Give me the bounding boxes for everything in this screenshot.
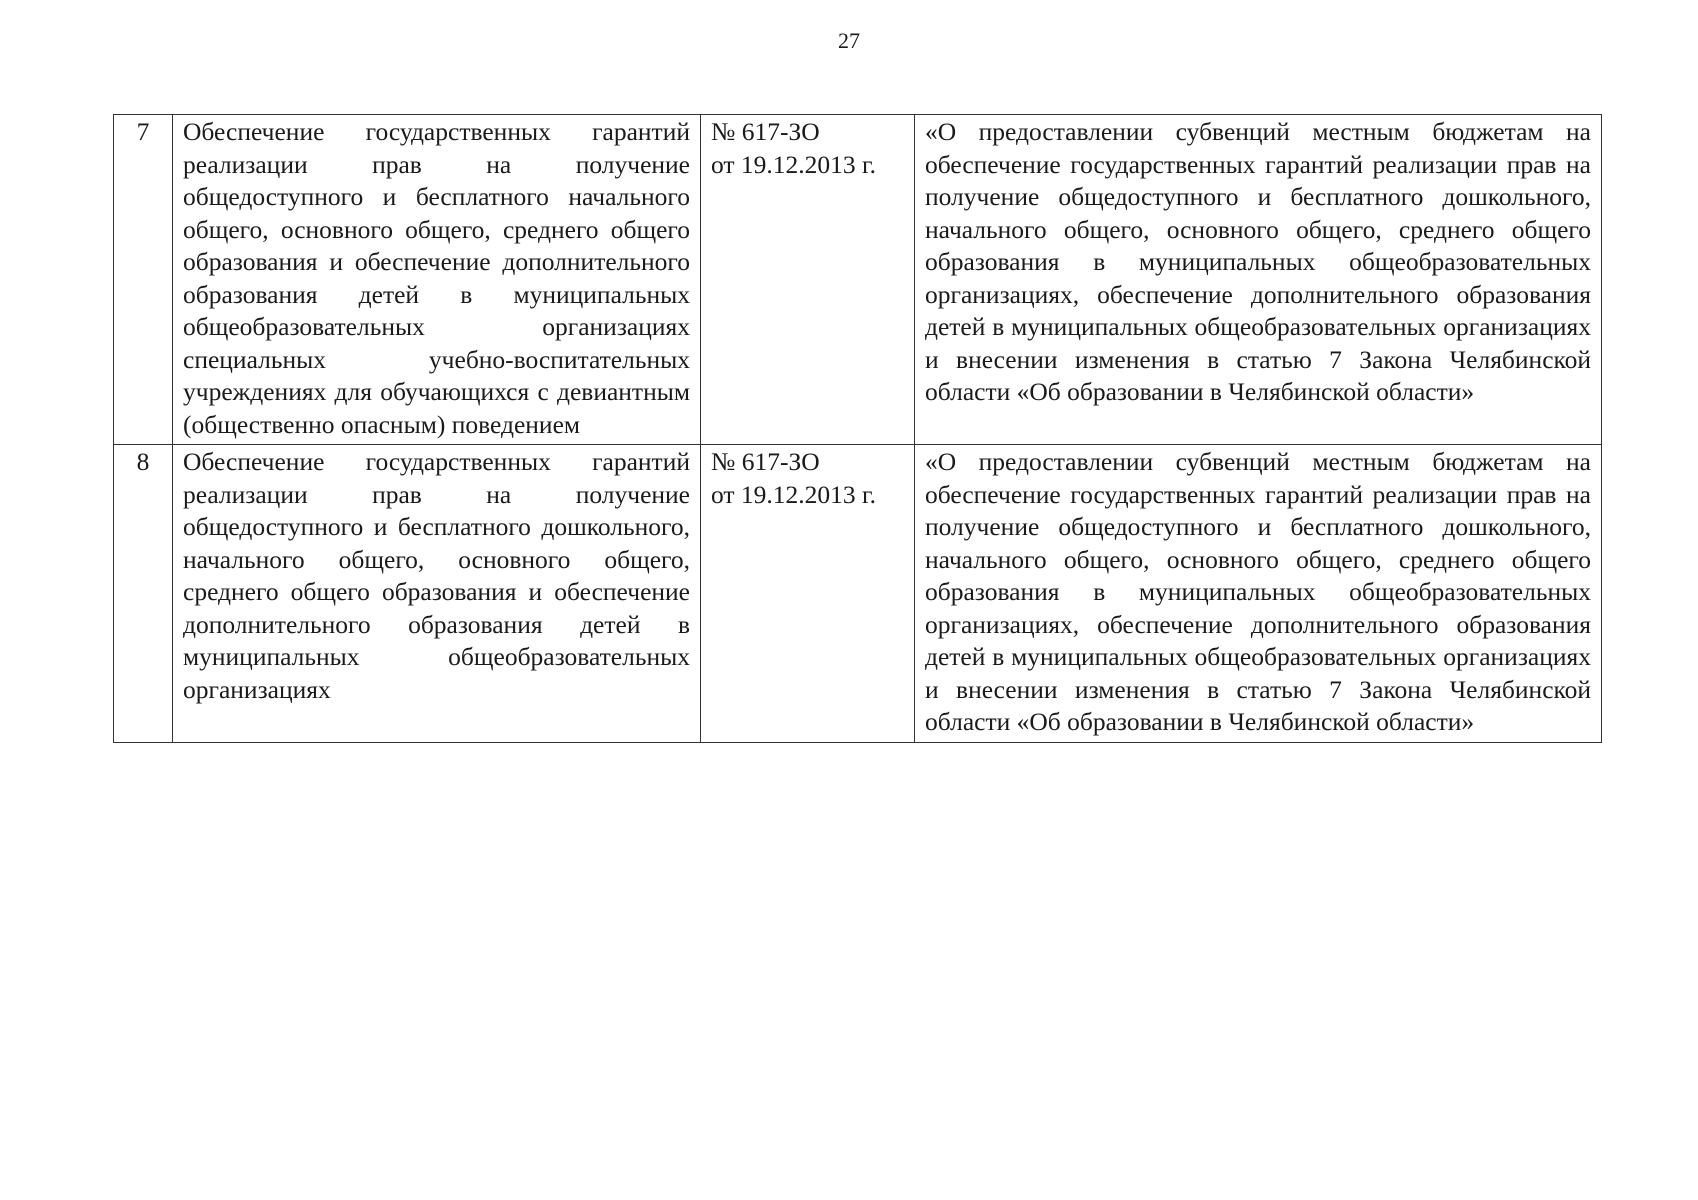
law-number: № 617-ЗО: [711, 447, 820, 476]
law-date: от 19.12.2013 г.: [711, 149, 877, 179]
page-number: 27: [838, 28, 860, 53]
law-title-cell: «О предоставлении субвенций местным бюджетам на обеспечение государственных гарантий реализации прав на получение общедоступного и бесплатного дошкольного, начального общего, основного общего, среднего общего образования в муниципальных общеобразовательных организациях, обеспечение дополнительного образования детей в муниципальных общеобразовательных организациях и внесении изменения в статью 7 Закона Челябинской области «Об образовании в Челябинской области»: [915, 115, 1602, 445]
table-row: [114, 115, 1602, 445]
law-number: № 617-ЗО: [711, 117, 820, 146]
law-reference-cell: [701, 445, 915, 743]
law-title-cell: «О предоставлении субвенций местным бюджетам на обеспечение государственных гарантий реализации прав на получение общедоступного и бесплатного дошкольного, начального общего, основного общего, среднего общего образования в муниципальных общеобразовательных организациях, обеспечение дополнительного образования детей в муниципальных общеобразовательных организациях и внесении изменения в статью 7 Закона Челябинской области «Об образовании в Челябинской области»: [915, 445, 1602, 743]
law-date: от 19.12.2013 г.: [711, 479, 877, 509]
row-number-cell: 8: [114, 445, 173, 743]
law-reference-cell: [701, 115, 915, 445]
table-row: [114, 445, 1602, 743]
document-table: [113, 114, 1602, 743]
row-number-cell: 7: [114, 115, 173, 445]
guarantee-description-cell: Обеспечение государственных гарантий реализации прав на получение общедоступного и бесплатного дошкольного, начального общего, основного общего, среднего общего образования и обеспечение дополнительного образования детей в муниципальных общеобразовательных организациях: [173, 445, 701, 743]
guarantee-description-cell: Обеспечение государственных гарантий реализации прав на получение общедоступного и бесплатного начального общего, основного общего, среднего общего образования и обеспечение дополнительного образования детей в муниципальных общеобразовательных организациях специальных учебно-воспитательных учреждениях для обучающихся с девиантным (общественно опасным) поведением: [173, 115, 701, 445]
